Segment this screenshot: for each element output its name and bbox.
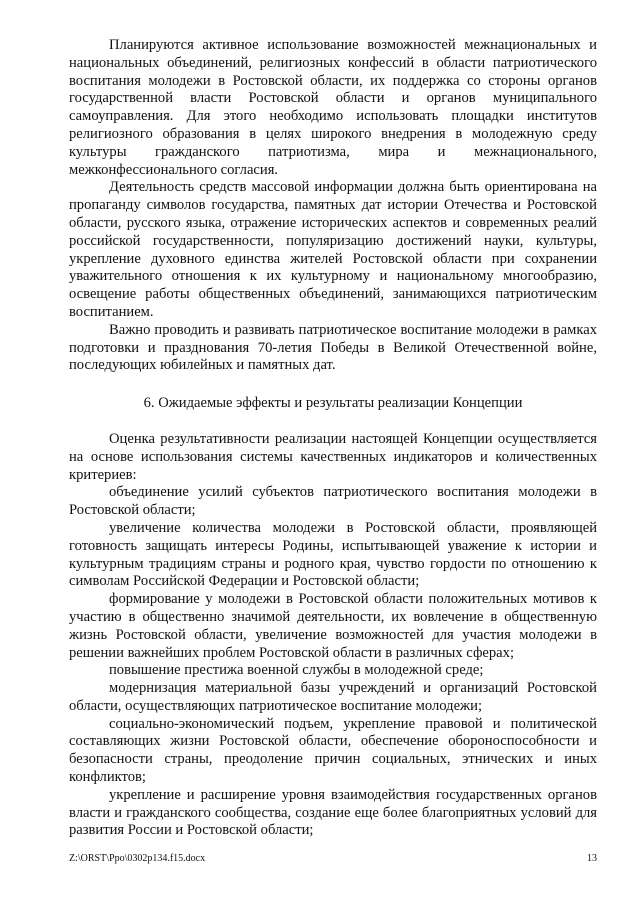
list-item: модернизация материальной базы учреждений и организаций Ростовской области, осуществляющих патриотическое воспитание молодежи; (69, 680, 597, 714)
list-item: повышение престижа военной службы в молодежной среде; (109, 662, 484, 679)
paragraph-evaluation: Оценка результативности реализации настоящей Концепции осуществляется на основе использования системы качественных индикаторов и количественных критериев: (69, 430, 597, 483)
page-number: 13 (587, 853, 597, 864)
paragraph-national-associations: Планируются активное использование возможностей межнациональных и национальных объединений, религиозных конфессий в области патриотического воспитания молодежи в Ростовской области, их поддержка со стороны органов государственной власти Ростовской области и органов муниципального самоуправления. Для этого необходимо использовать площадки институтов религиозного образования в целях широкого внедрения в молодежную среду культуры гражданского патриотизма, мира и межнационального, межконфессионального согласия. (69, 37, 597, 178)
list-item: социально-экономический подъем, укрепление правовой и политической составляющих жизни Ростовской области, обеспечение обороноспособности и безопасности страны, преодоление причин социальных, этнических и иных конфликтов; (69, 715, 597, 786)
footer-file-path: Z:\ORST\Ppo\0302p134.f15.docx (69, 853, 206, 864)
page-body (69, 37, 597, 840)
list-item: объединение усилий субъектов патриотического воспитания молодежи в Ростовской области; (69, 484, 597, 519)
paragraph-victory-anniversary: Важно проводить и развивать патриотическое воспитание молодежи в рамках подготовки и празднования 70-летия Победы в Великой Отечественной войне, последующих юбилейных и памятных дат. (69, 321, 597, 374)
section-heading: 6. Ожидаемые эффекты и результаты реализации Концепции (143, 395, 523, 412)
list-item: укрепление и расширение уровня взаимодействия государственных органов власти и гражданского сообщества, создание еще более благоприятных условий для развития России и Ростовской области; (69, 786, 597, 839)
list-item: увеличение количества молодежи в Ростовской области, проявляющей готовность защищать интересы Родины, испытывающей уважение к истории и культурным традициям страны и родного края, чувство гордости по отношению к символам Российской Федерации и Ростовской области; (69, 519, 597, 590)
page-footer (69, 853, 597, 865)
list-item: формирование у молодежи в Ростовской области положительных мотивов к участию в общественно значимой деятельности, их вовлечение в общественную жизнь Ростовской области, увеличение возможностей для участия молодежи в решении важнейших проблем Ростовской области в различных сферах; (69, 591, 597, 661)
paragraph-mass-media: Деятельность средств массовой информации должна быть ориентирована на пропаганду символов государства, памятных дат истории Отечества и Ростовской области, русского языка, отражение исторических аспектов и современных реалий российской государственности, популяризацию достижений науки, культуры, укрепление духовного единства жителей Ростовской области при сохранении уважительного отношения к их культурному и национальному многообразию, освещение работы общественных объединений, занимающихся патриотическим воспитанием. (69, 179, 597, 320)
